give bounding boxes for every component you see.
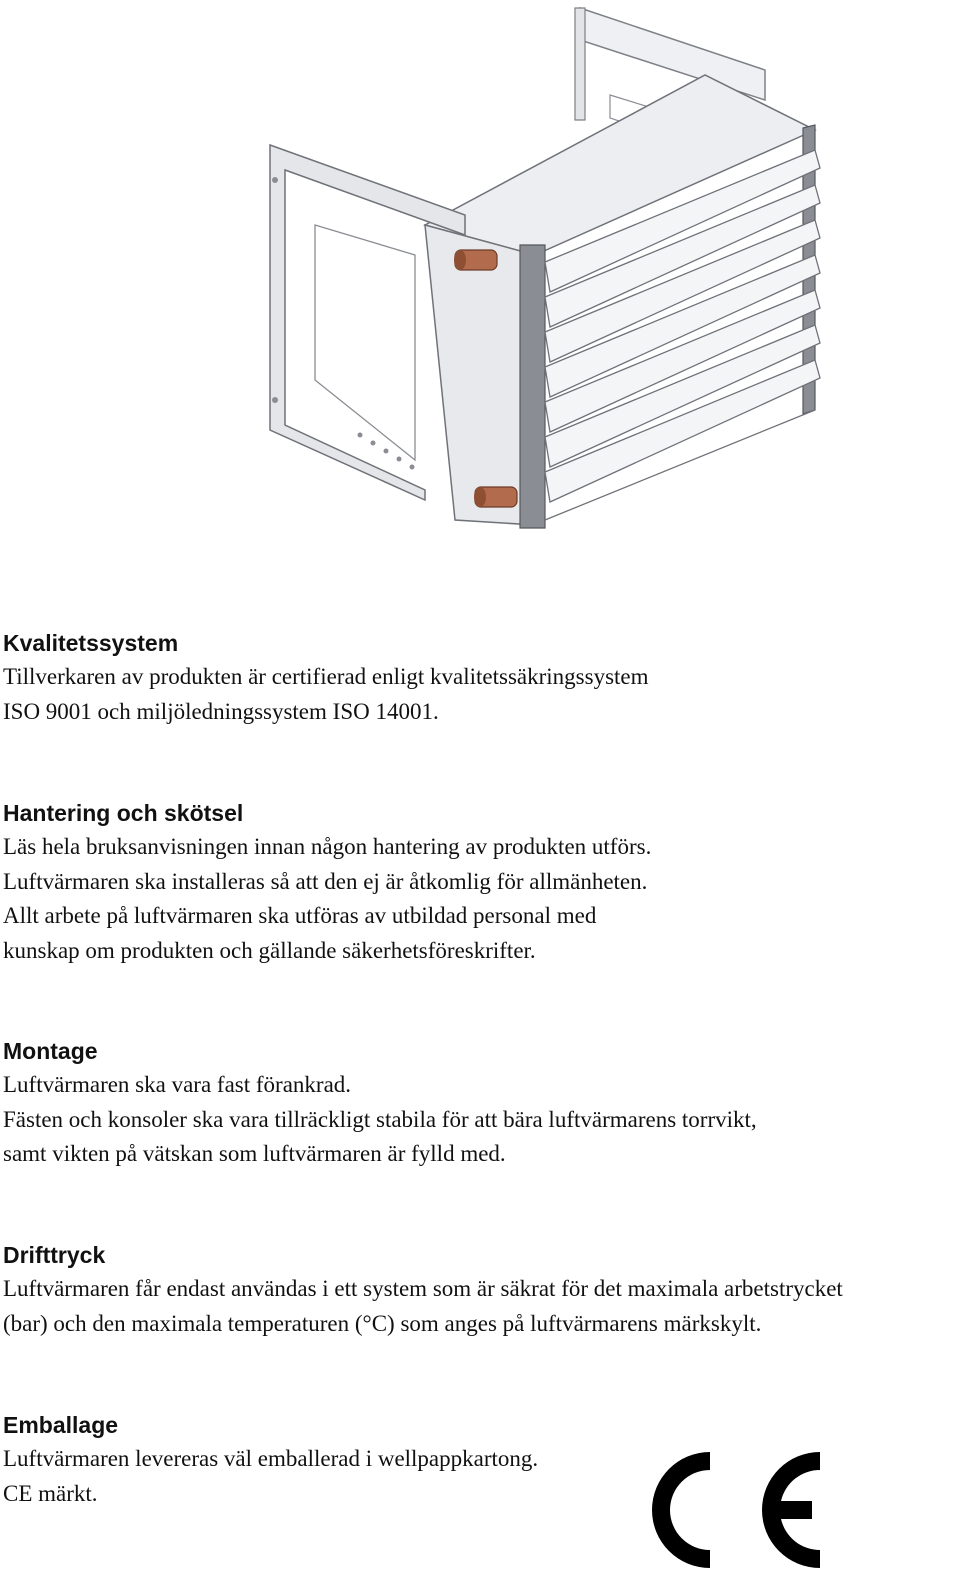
ce-mark-icon: [652, 1452, 832, 1568]
section-drifttryck: [3, 1238, 953, 1341]
air-heater-drawing: [255, 0, 835, 545]
section-text-line: kunskap om produkten och gällande säkerhetsföreskrifter.: [3, 937, 536, 963]
section-text-line: ISO 9001 och miljöledningssystem ISO 14001.: [3, 698, 439, 724]
section-text-line: Tillverkaren av produkten är certifierad enligt kvalitetssäkringssystem: [3, 664, 649, 689]
section-text-line: Luftvärmaren ska installeras så att den ej är åtkomlig för allmänheten.: [3, 868, 648, 894]
section-montage: [3, 1034, 953, 1172]
section-text-line: CE märkt.: [3, 1480, 98, 1506]
section-text-line: samt vikten på vätskan som luftvärmaren är fylld med.: [3, 1141, 506, 1166]
ce-mark-logo: [652, 1452, 832, 1568]
section-heading: Kvalitetssystem: [3, 630, 179, 656]
section-heading: Drifttryck: [3, 1242, 106, 1268]
section-heading: Montage: [3, 1038, 98, 1064]
section-heading: Emballage: [3, 1412, 119, 1438]
section-text-line: Allt arbete på luftvärmaren ska utföras av utbildad personal med: [3, 903, 597, 928]
section-kvalitetssystem: [3, 626, 953, 729]
section-text-line: Luftvärmaren levereras väl emballerad i wellpappkartong.: [3, 1446, 539, 1471]
product-illustration: [255, 0, 835, 545]
section-text-line: Läs hela bruksanvisningen innan någon hantering av produkten utförs.: [3, 834, 652, 859]
section-text-line: (bar) och den maximala temperaturen (°C) som anges på luftvärmarens märkskylt.: [3, 1310, 762, 1336]
section-text-line: Luftvärmaren får endast användas i ett system som är säkrat för det maximala arbetstrycket: [3, 1276, 843, 1301]
section-text-line: Fästen och konsoler ska vara tillräckligt stabila för att bära luftvärmarens torrvikt,: [3, 1106, 757, 1132]
section-hantering: [3, 796, 953, 968]
section-text-line: Luftvärmaren ska vara fast förankrad.: [3, 1072, 352, 1097]
section-heading: Hantering och skötsel: [3, 800, 244, 826]
